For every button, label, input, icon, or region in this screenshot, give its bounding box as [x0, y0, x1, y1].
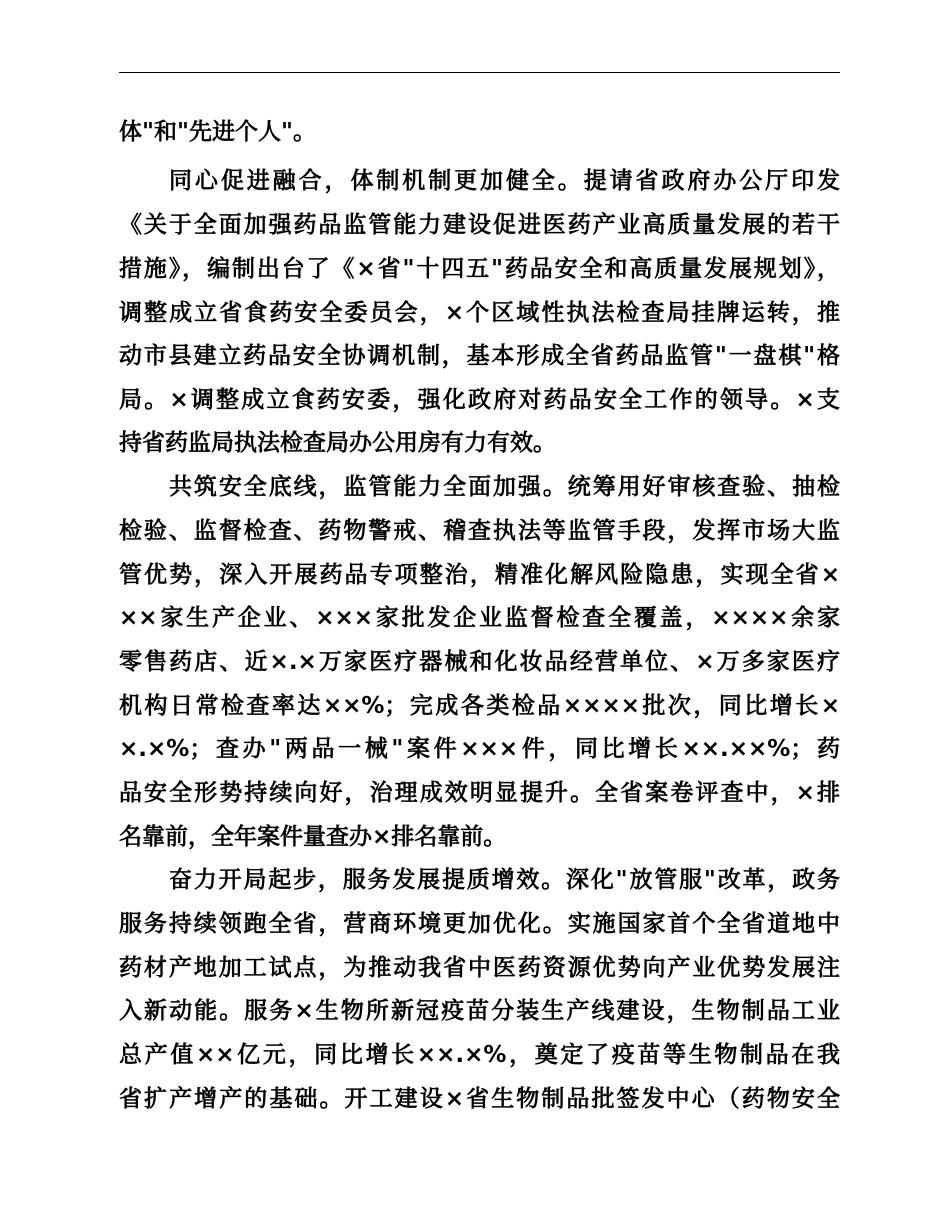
text-line: 药材产地加工试点，为推动我省中医药资源优势向产业优势发展注 [119, 955, 840, 981]
text-line: 名靠前，全年案件量查办×排名靠前。 [119, 824, 507, 850]
text-line: 体"和"先进个人"。 [119, 119, 316, 145]
text-line: 品安全形势持续向好，治理成效明显提升。全省案卷评查中，×排 [119, 780, 840, 806]
text-line: ×.×%；查办"两品一械"案件×××件，同比增长××.××%；药 [119, 736, 840, 762]
text-line: 持省药监局执法检查局办公用房有力有效。 [119, 430, 556, 456]
header-rule [119, 72, 840, 73]
text-line: 零售药店、近×.×万家医疗器械和化妆品经营单位、×万多家医疗 [119, 649, 840, 675]
paragraph-first-line: 奋力开局起步，服务发展提质增效。深化"放管服"改革，政务 [169, 867, 840, 893]
text-line: 入新动能。服务×生物所新冠疫苗分装生产线建设，生物制品工业 [119, 998, 840, 1024]
paragraph-first-line: 共筑安全底线，监管能力全面加强。统筹用好审核查验、抽检 [169, 474, 840, 500]
text-line: 调整成立省食药安全委员会，×个区域性执法检查局挂牌运转，推 [119, 300, 840, 326]
text-line: 措施》，编制出台了《×省"十四五"药品安全和高质量发展规划》， [119, 256, 840, 282]
paragraph-first-line: 同心促进融合，体制机制更加健全。提请省政府办公厅印发 [169, 168, 840, 194]
text-line: 《关于全面加强药品监管能力建设促进医药产业高质量发展的若干 [119, 212, 840, 238]
text-line: 检验、监督检查、药物警戒、稽查执法等监管手段，发挥市场大监 [119, 518, 840, 544]
text-line: 动市县建立药品安全协调机制，基本形成全省药品监管"一盘棋"格 [119, 343, 840, 369]
text-line: 总产值××亿元，同比增长××.×%，奠定了疫苗等生物制品在我 [119, 1042, 840, 1068]
text-line: 服务持续领跑全省，营商环境更加优化。实施国家首个全省道地中 [119, 911, 840, 937]
text-line: 局。×调整成立食药安委，强化政府对药品安全工作的领导。×支 [119, 387, 840, 413]
text-line: 省扩产增产的基础。开工建设×省生物制品批签发中心（药物安全 [119, 1086, 840, 1112]
text-line: 管优势，深入开展药品专项整治，精准化解风险隐患，实现全省× [119, 562, 840, 588]
text-line: 机构日常检查率达××%；完成各类检品××××批次，同比增长× [119, 693, 840, 719]
text-line: ××家生产企业、×××家批发企业监督检查全覆盖，××××余家 [119, 605, 840, 631]
